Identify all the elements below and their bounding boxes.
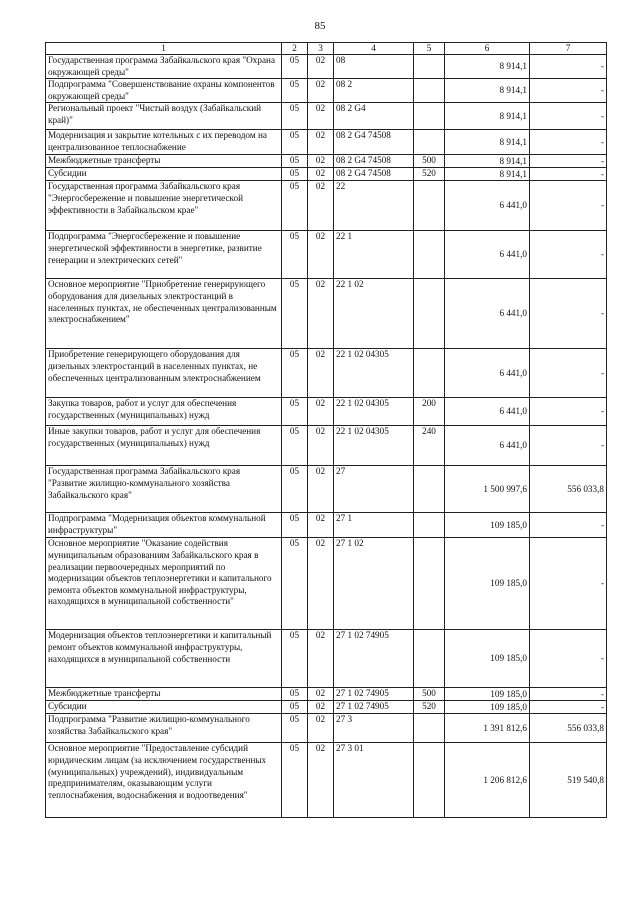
row-target-code: 08 2 G4 bbox=[334, 103, 414, 130]
row-amount-next: 556 033,8 bbox=[530, 466, 607, 513]
row-subsection: 02 bbox=[308, 231, 334, 279]
row-amount-next: - bbox=[530, 79, 607, 103]
row-amount-current: 8 914,1 bbox=[445, 130, 530, 155]
row-expense-type bbox=[414, 630, 445, 688]
row-target-code: 27 bbox=[334, 466, 414, 513]
row-target-code: 08 2 G4 74508 bbox=[334, 168, 414, 181]
row-amount-next: - bbox=[530, 630, 607, 688]
row-section: 05 bbox=[282, 743, 308, 818]
page-number: 85 bbox=[314, 20, 326, 32]
table-row bbox=[46, 55, 607, 79]
row-target-code: 08 2 G4 74508 bbox=[334, 155, 414, 168]
table-row bbox=[46, 103, 607, 130]
row-section: 05 bbox=[282, 79, 308, 103]
table-row bbox=[46, 701, 607, 714]
row-amount-current: 109 185,0 bbox=[445, 513, 530, 538]
table-row bbox=[46, 714, 607, 743]
row-amount-current: 109 185,0 bbox=[445, 701, 530, 714]
row-subsection: 02 bbox=[308, 743, 334, 818]
table-row bbox=[46, 79, 607, 103]
row-expense-type bbox=[414, 743, 445, 818]
row-name: Закупка товаров, работ и услуг для обеспечения государственных (муниципальных) нужд bbox=[46, 398, 282, 426]
row-expense-type: 520 bbox=[414, 701, 445, 714]
row-amount-next: - bbox=[530, 279, 607, 349]
row-subsection: 02 bbox=[308, 630, 334, 688]
row-subsection: 02 bbox=[308, 168, 334, 181]
header-col-6: 6 bbox=[445, 43, 530, 55]
header-row bbox=[46, 43, 607, 55]
row-name: Субсидии bbox=[46, 701, 282, 714]
row-section: 05 bbox=[282, 513, 308, 538]
row-amount-next: - bbox=[530, 513, 607, 538]
row-expense-type bbox=[414, 513, 445, 538]
table-row bbox=[46, 181, 607, 231]
row-subsection: 02 bbox=[308, 155, 334, 168]
header-col-7: 7 bbox=[530, 43, 607, 55]
row-expense-type bbox=[414, 349, 445, 398]
row-amount-current: 6 441,0 bbox=[445, 426, 530, 466]
row-amount-current: 1 206 812,6 bbox=[445, 743, 530, 818]
row-name: Подпрограмма "Энергосбережение и повышение энергетической эффективности в энергетике, развитие генерации и электрических сетей" bbox=[46, 231, 282, 279]
row-expense-type: 500 bbox=[414, 688, 445, 701]
row-amount-next: - bbox=[530, 231, 607, 279]
row-name: Иные закупки товаров, работ и услуг для обеспечения государственных (муниципальных) нужд bbox=[46, 426, 282, 466]
row-amount-next: 556 033,8 bbox=[530, 714, 607, 743]
row-section: 05 bbox=[282, 630, 308, 688]
row-expense-type bbox=[414, 55, 445, 79]
table-row bbox=[46, 155, 607, 168]
table-row bbox=[46, 398, 607, 426]
table-row bbox=[46, 130, 607, 155]
row-amount-current: 8 914,1 bbox=[445, 103, 530, 130]
row-name: Приобретение генерирующего оборудования для дизельных электростанций в населенных пунктах, не обеспеченных централизованным электроснабжением bbox=[46, 349, 282, 398]
row-section: 05 bbox=[282, 168, 308, 181]
row-expense-type bbox=[414, 538, 445, 630]
table-row bbox=[46, 466, 607, 513]
row-target-code: 22 1 bbox=[334, 231, 414, 279]
row-name: Модернизация объектов теплоэнергетики и капитальный ремонт объектов коммунальной инфраструктуры, находящихся в муниципальной собственности bbox=[46, 630, 282, 688]
row-amount-next: 519 540,8 bbox=[530, 743, 607, 818]
row-expense-type bbox=[414, 279, 445, 349]
row-section: 05 bbox=[282, 466, 308, 513]
row-expense-type: 500 bbox=[414, 155, 445, 168]
row-expense-type bbox=[414, 231, 445, 279]
row-target-code: 08 2 bbox=[334, 79, 414, 103]
row-name: Основное мероприятие "Оказание содействия муниципальным образованиям Забайкальского края в реализации первоочередных мероприятий по модернизации объектов теплоэнергетики и капитального ремонта объектов коммунальной инфраструктуры, находящихся в муниципальной собственности" bbox=[46, 538, 282, 630]
table-row bbox=[46, 168, 607, 181]
row-amount-next: - bbox=[530, 398, 607, 426]
row-target-code: 22 1 02 04305 bbox=[334, 398, 414, 426]
row-section: 05 bbox=[282, 398, 308, 426]
row-section: 05 bbox=[282, 279, 308, 349]
row-subsection: 02 bbox=[308, 181, 334, 231]
row-amount-current: 8 914,1 bbox=[445, 79, 530, 103]
row-section: 05 bbox=[282, 103, 308, 130]
row-section: 05 bbox=[282, 426, 308, 466]
row-section: 05 bbox=[282, 55, 308, 79]
table-row bbox=[46, 231, 607, 279]
row-subsection: 02 bbox=[308, 513, 334, 538]
row-name: Региональный проект "Чистый воздух (Забайкальский край)" bbox=[46, 103, 282, 130]
row-target-code: 22 1 02 bbox=[334, 279, 414, 349]
row-expense-type bbox=[414, 103, 445, 130]
row-subsection: 02 bbox=[308, 714, 334, 743]
row-amount-current: 6 441,0 bbox=[445, 398, 530, 426]
row-target-code: 22 1 02 04305 bbox=[334, 426, 414, 466]
row-subsection: 02 bbox=[308, 130, 334, 155]
table-row bbox=[46, 688, 607, 701]
table-row bbox=[46, 426, 607, 466]
row-subsection: 02 bbox=[308, 688, 334, 701]
row-section: 05 bbox=[282, 349, 308, 398]
row-amount-current: 6 441,0 bbox=[445, 231, 530, 279]
row-section: 05 bbox=[282, 714, 308, 743]
table-row bbox=[46, 630, 607, 688]
row-name: Подпрограмма "Совершенствование охраны компонентов окружающей среды" bbox=[46, 79, 282, 103]
row-name: Межбюджетные трансферты bbox=[46, 155, 282, 168]
row-name: Подпрограмма "Развитие жилищно-коммунального хозяйства Забайкальского края" bbox=[46, 714, 282, 743]
row-section: 05 bbox=[282, 231, 308, 279]
row-amount-current: 109 185,0 bbox=[445, 688, 530, 701]
row-name: Субсидии bbox=[46, 168, 282, 181]
row-subsection: 02 bbox=[308, 398, 334, 426]
table-row bbox=[46, 513, 607, 538]
row-amount-next: - bbox=[530, 55, 607, 79]
row-section: 05 bbox=[282, 701, 308, 714]
row-name: Государственная программа Забайкальского края "Энергосбережение и повышение энергетической эффективности в Забайкальском крае" bbox=[46, 181, 282, 231]
row-amount-current: 1 391 812,6 bbox=[445, 714, 530, 743]
row-subsection: 02 bbox=[308, 279, 334, 349]
row-subsection: 02 bbox=[308, 701, 334, 714]
row-amount-current: 6 441,0 bbox=[445, 181, 530, 231]
row-amount-current: 109 185,0 bbox=[445, 630, 530, 688]
row-expense-type bbox=[414, 466, 445, 513]
row-subsection: 02 bbox=[308, 466, 334, 513]
table-row bbox=[46, 743, 607, 818]
row-target-code: 27 3 bbox=[334, 714, 414, 743]
row-target-code: 08 2 G4 74508 bbox=[334, 130, 414, 155]
row-amount-next: - bbox=[530, 155, 607, 168]
row-amount-next: - bbox=[530, 701, 607, 714]
row-target-code: 27 1 02 74905 bbox=[334, 630, 414, 688]
row-subsection: 02 bbox=[308, 349, 334, 398]
table-row bbox=[46, 538, 607, 630]
row-target-code: 27 1 02 bbox=[334, 538, 414, 630]
row-section: 05 bbox=[282, 538, 308, 630]
row-name: Модернизация и закрытие котельных с их переводом на централизованное теплоснабжение bbox=[46, 130, 282, 155]
table-body bbox=[46, 55, 607, 818]
row-amount-next: - bbox=[530, 349, 607, 398]
row-target-code: 22 bbox=[334, 181, 414, 231]
row-amount-current: 109 185,0 bbox=[445, 538, 530, 630]
header-col-1: 1 bbox=[46, 43, 282, 55]
row-amount-next: - bbox=[530, 688, 607, 701]
budget-table bbox=[45, 42, 607, 818]
row-amount-next: - bbox=[530, 538, 607, 630]
table-row bbox=[46, 279, 607, 349]
row-subsection: 02 bbox=[308, 55, 334, 79]
row-amount-current: 8 914,1 bbox=[445, 155, 530, 168]
row-amount-next: - bbox=[530, 168, 607, 181]
row-amount-next: - bbox=[530, 103, 607, 130]
row-target-code: 08 bbox=[334, 55, 414, 79]
row-name: Государственная программа Забайкальского края "Охрана окружающей среды" bbox=[46, 55, 282, 79]
row-amount-current: 6 441,0 bbox=[445, 279, 530, 349]
header-col-2: 2 bbox=[282, 43, 308, 55]
row-name: Основное мероприятие "Приобретение генерирующего оборудования для дизельных электростанций в населенных пунктах, не обеспеченных централизованным электроснабжением" bbox=[46, 279, 282, 349]
header-col-3: 3 bbox=[308, 43, 334, 55]
row-target-code: 27 1 bbox=[334, 513, 414, 538]
row-expense-type bbox=[414, 130, 445, 155]
row-subsection: 02 bbox=[308, 79, 334, 103]
row-section: 05 bbox=[282, 155, 308, 168]
row-amount-next: - bbox=[530, 181, 607, 231]
row-target-code: 27 1 02 74905 bbox=[334, 701, 414, 714]
row-section: 05 bbox=[282, 130, 308, 155]
row-amount-current: 8 914,1 bbox=[445, 168, 530, 181]
row-name: Основное мероприятие "Предоставление субсидий юридическим лицам (за исключением государственных (муниципальных) учреждений), индивидуальным предпринимателям, оказывающим услуги теплоснабжения, водоснабжения и водоотведения" bbox=[46, 743, 282, 818]
row-subsection: 02 bbox=[308, 426, 334, 466]
row-section: 05 bbox=[282, 688, 308, 701]
row-expense-type: 200 bbox=[414, 398, 445, 426]
row-subsection: 02 bbox=[308, 103, 334, 130]
row-section: 05 bbox=[282, 181, 308, 231]
row-amount-next: - bbox=[530, 426, 607, 466]
row-amount-next: - bbox=[530, 130, 607, 155]
row-target-code: 27 1 02 74905 bbox=[334, 688, 414, 701]
row-target-code: 27 3 01 bbox=[334, 743, 414, 818]
row-name: Межбюджетные трансферты bbox=[46, 688, 282, 701]
row-target-code: 22 1 02 04305 bbox=[334, 349, 414, 398]
row-name: Подпрограмма "Модернизация объектов коммунальной инфраструктуры" bbox=[46, 513, 282, 538]
row-expense-type: 520 bbox=[414, 168, 445, 181]
row-expense-type bbox=[414, 79, 445, 103]
row-name: Государственная программа Забайкальского края "Развитие жилищно-коммунального хозяйства Забайкальского края" bbox=[46, 466, 282, 513]
row-amount-current: 1 500 997,6 bbox=[445, 466, 530, 513]
table-row bbox=[46, 349, 607, 398]
row-expense-type bbox=[414, 181, 445, 231]
header-col-4: 4 bbox=[334, 43, 414, 55]
row-amount-current: 6 441,0 bbox=[445, 349, 530, 398]
header-col-5: 5 bbox=[414, 43, 445, 55]
row-amount-current: 8 914,1 bbox=[445, 55, 530, 79]
row-expense-type: 240 bbox=[414, 426, 445, 466]
row-subsection: 02 bbox=[308, 538, 334, 630]
row-expense-type bbox=[414, 714, 445, 743]
